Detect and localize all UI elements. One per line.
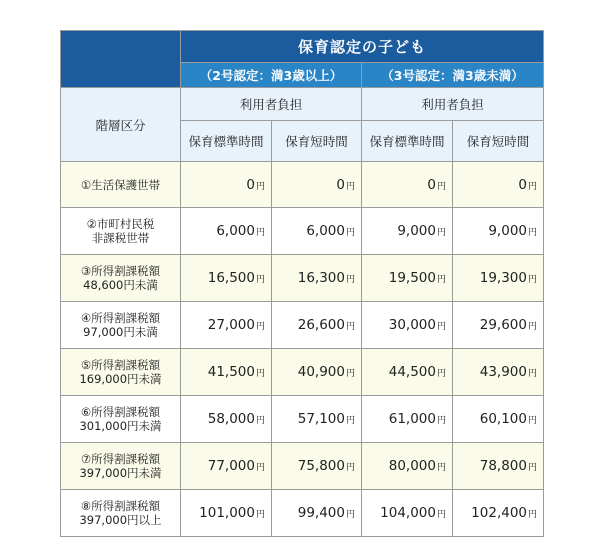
table-row (61, 443, 544, 490)
row-label-line1: ③所得割課税額 (80, 264, 161, 278)
yen-unit: 円 (436, 275, 446, 285)
yen-unit: 円 (436, 416, 446, 426)
fee-amount: 61,000 (388, 411, 436, 427)
row-label-line1: ⑥所得割課税額 (80, 405, 161, 419)
yen-unit: 円 (436, 369, 446, 379)
fee-amount: 9,000 (488, 223, 527, 239)
fee-amount: 80,000 (388, 458, 436, 474)
fee-amount: 16,500 (207, 270, 255, 286)
row-label-line2: 301,000円未満 (79, 419, 162, 433)
fee-cell (272, 349, 362, 396)
yen-unit: 円 (255, 416, 265, 426)
fee-amount: 0 (518, 176, 527, 193)
row-label-line2: 48,600円未満 (83, 278, 158, 292)
row-label-line1: ⑤所得割課税額 (80, 358, 161, 372)
yen-unit: 円 (528, 463, 538, 473)
yen-unit: 円 (436, 181, 446, 192)
fee-amount: 16,300 (297, 270, 345, 286)
fee-cell (181, 396, 272, 443)
cert-2-label: （2号認定：満3歳以上） (181, 63, 362, 88)
table-row (61, 490, 544, 537)
yen-unit: 円 (255, 228, 265, 238)
row-label-line1: ⑧所得割課税額 (80, 499, 161, 513)
fee-amount: 44,500 (388, 364, 436, 380)
fee-amount: 104,000 (380, 505, 436, 521)
fee-cell (181, 208, 272, 255)
fee-cell (272, 302, 362, 349)
table-row (61, 396, 544, 443)
fee-amount: 19,300 (479, 270, 527, 286)
fee-cell (453, 302, 544, 349)
fee-amount: 0 (246, 176, 255, 193)
fee-cell (362, 162, 453, 208)
fee-amount: 58,000 (207, 411, 255, 427)
row-label-line2: 169,000円未満 (79, 372, 162, 386)
fee-cell (181, 162, 272, 208)
yen-unit: 円 (528, 416, 538, 426)
fee-amount: 78,800 (479, 458, 527, 474)
fee-amount: 40,900 (297, 364, 345, 380)
fee-cell (181, 255, 272, 302)
row-label-line1: ②市町村民税 (86, 217, 155, 231)
row-label (61, 162, 181, 208)
yen-unit: 円 (436, 510, 446, 520)
fee-cell (181, 302, 272, 349)
yen-unit: 円 (345, 369, 355, 379)
fee-cell (453, 349, 544, 396)
row-label-line1: ①生活保護世帯 (80, 177, 161, 192)
yen-unit: 円 (345, 228, 355, 238)
fee-amount: 101,000 (199, 505, 255, 521)
fee-cell (362, 396, 453, 443)
standard-time-header-2: 保育標準時間 (181, 121, 272, 162)
fee-amount: 43,900 (479, 364, 527, 380)
burden-header-2: 利用者負担 (181, 88, 362, 121)
cert-3-label: （3号認定：満3歳未満） (362, 63, 544, 88)
fee-amount: 19,500 (388, 270, 436, 286)
row-label-line2: 397,000円未満 (79, 466, 162, 480)
burden-header-3: 利用者負担 (362, 88, 544, 121)
fee-cell (272, 255, 362, 302)
table-row (61, 255, 544, 302)
fee-cell (362, 208, 453, 255)
yen-unit: 円 (255, 369, 265, 379)
fee-cell (272, 443, 362, 490)
fee-amount: 30,000 (388, 317, 436, 333)
fee-amount: 99,400 (297, 505, 345, 521)
fee-amount: 77,000 (207, 458, 255, 474)
fee-cell (453, 443, 544, 490)
yen-unit: 円 (255, 275, 265, 285)
fee-amount: 41,500 (207, 364, 255, 380)
fee-cell (362, 302, 453, 349)
row-label (61, 443, 181, 490)
fee-amount: 6,000 (306, 223, 345, 239)
yen-unit: 円 (436, 228, 446, 238)
yen-unit: 円 (528, 369, 538, 379)
fee-amount: 6,000 (216, 223, 255, 239)
fee-amount: 102,400 (471, 505, 527, 521)
fee-cell (272, 396, 362, 443)
row-label (61, 490, 181, 537)
row-label (61, 302, 181, 349)
standard-time-header-3: 保育標準時間 (362, 121, 453, 162)
row-label-line2: 非課税世帯 (91, 231, 150, 245)
fee-cell (362, 349, 453, 396)
fee-cell (272, 162, 362, 208)
fee-cell (453, 490, 544, 537)
fee-amount: 27,000 (207, 317, 255, 333)
category-header: 階層区分 (61, 88, 181, 162)
fee-amount: 0 (427, 176, 436, 193)
yen-unit: 円 (345, 463, 355, 473)
fee-cell (453, 208, 544, 255)
fee-cell (272, 208, 362, 255)
yen-unit: 円 (255, 322, 265, 332)
fee-cell (362, 490, 453, 537)
row-label-line2: 397,000円以上 (79, 513, 162, 527)
fee-table (60, 30, 544, 537)
table-row (61, 162, 544, 208)
fee-cell (181, 490, 272, 537)
yen-unit: 円 (528, 181, 538, 192)
row-label-line1: ⑦所得割課税額 (80, 452, 161, 466)
fee-cell (362, 443, 453, 490)
short-time-header-3: 保育短時間 (453, 121, 544, 162)
fee-cell (181, 443, 272, 490)
fee-table-container (60, 30, 543, 537)
fee-cell (272, 490, 362, 537)
yen-unit: 円 (528, 322, 538, 332)
yen-unit: 円 (528, 275, 538, 285)
fee-amount: 26,600 (297, 317, 345, 333)
row-label (61, 208, 181, 255)
yen-unit: 円 (528, 510, 538, 520)
fee-amount: 9,000 (397, 223, 436, 239)
row-label (61, 349, 181, 396)
table-row (61, 208, 544, 255)
fee-cell (453, 255, 544, 302)
table-row (61, 349, 544, 396)
row-label-line1: ④所得割課税額 (80, 311, 161, 325)
fee-amount: 29,600 (479, 317, 527, 333)
table-row (61, 302, 544, 349)
row-label (61, 396, 181, 443)
yen-unit: 円 (255, 510, 265, 520)
title-corner-cell (61, 31, 181, 88)
yen-unit: 円 (528, 228, 538, 238)
yen-unit: 円 (436, 322, 446, 332)
fee-cell (181, 349, 272, 396)
row-label (61, 255, 181, 302)
yen-unit: 円 (345, 416, 355, 426)
yen-unit: 円 (345, 322, 355, 332)
row-label-line2: 97,000円未満 (83, 325, 158, 339)
fee-amount: 0 (336, 176, 345, 193)
fee-cell (453, 162, 544, 208)
fee-cell (362, 255, 453, 302)
yen-unit: 円 (255, 181, 265, 192)
yen-unit: 円 (255, 463, 265, 473)
yen-unit: 円 (345, 181, 355, 192)
yen-unit: 円 (345, 275, 355, 285)
fee-amount: 60,100 (479, 411, 527, 427)
yen-unit: 円 (345, 510, 355, 520)
fee-amount: 57,100 (297, 411, 345, 427)
fee-amount: 75,800 (297, 458, 345, 474)
yen-unit: 円 (436, 463, 446, 473)
table-title: 保育認定の子ども (181, 31, 544, 63)
fee-cell (453, 396, 544, 443)
short-time-header-2: 保育短時間 (272, 121, 362, 162)
